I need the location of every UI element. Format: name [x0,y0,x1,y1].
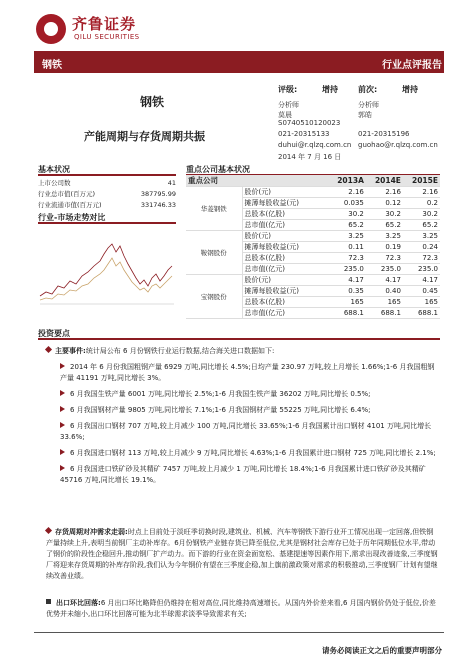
judgement-paragraph [46,527,440,582]
judgement-label: 存货周期对冲需求走弱: [55,528,128,536]
stat-text: 2014 年 6 月份我国粗钢产量 6929 万吨,同比增长 4.5%;日均产量 230.97 万吨,较上月增长 1.66%;1-6 月我国粗钢产量 41191 万吨,同比增长 3%。 [60,363,435,382]
main-event-text: 统计局公布 6 月份钢铁行业运行数据,结合海关进口数据如下: [85,347,275,355]
metric-value: 4.17 [403,275,440,286]
logo-english: QILU SECURITIES [74,33,140,41]
analyst-name: 莫晨 [278,111,292,119]
export-label: 出口环比回落: [56,599,101,607]
metric-value: 72.3 [328,253,366,264]
metric-value: 165 [328,297,366,308]
main-event [46,346,438,357]
analyst-phone: 021-20315133 [278,130,330,138]
stat-item [60,405,440,416]
metric-value: 235.0 [328,264,366,275]
companies-body [186,187,440,319]
metric-value: 0.45 [403,286,440,297]
metric-value: 688.1 [328,308,366,319]
header-cell: 2015E [403,175,440,187]
metric-label: 摊薄每股收益(元) [242,198,328,209]
stats-list [60,362,440,491]
arrow-bullet-icon [60,422,65,428]
metric-value: 165 [366,297,403,308]
metric-value: 65.2 [328,220,366,231]
metric-value: 72.3 [403,253,440,264]
metric-label: 摊薄每股收益(元) [242,242,328,253]
arrow-bullet-icon [60,465,65,471]
prev-rating-value: 增持 [402,85,418,94]
table-row [186,187,440,198]
bullet-icon [45,527,52,534]
metric-value: 235.0 [403,264,440,275]
report-date: 2014 年 7 月 16 日 [278,153,342,161]
metric-value: 3.25 [403,231,440,242]
company-name: 鞍钢股份 [186,231,242,275]
stat-text: 6 月我国出口钢材 707 万吨,较上月减少 100 万吨,同比增长 33.65%;1-6 月我国累计出口钢材 4101 万吨,同比增长 33.6%; [60,422,432,441]
analyst-role: 分析师 [358,101,379,109]
header-cell: 2014E [366,175,403,187]
metric-value: 0.035 [328,198,366,209]
basic-value: 41 [167,178,176,187]
metric-label: 总股本(亿股) [242,209,328,220]
report-title: 产能周期与存货周期共振 [84,130,205,143]
metric-value: 4.17 [366,275,403,286]
table-row [186,275,440,286]
table-header-row [186,175,440,187]
companies-title: 重点公司基本状况 [186,165,250,174]
stat-item [60,389,440,400]
metric-value: 4.17 [328,275,366,286]
table-row [186,231,440,242]
metric-value: 3.25 [328,231,366,242]
analyst-email[interactable]: guohao@r.qlzq.com.cn [358,141,438,149]
basic-label: 行业流通市值(百万元) [38,201,102,209]
stat-item [60,464,440,486]
bullet-icon [45,346,52,353]
header-cell [242,175,328,187]
basic-value: 387795.99 [140,189,176,198]
arrow-bullet-icon [60,449,65,455]
metric-label: 总市值(亿元) [242,264,328,275]
export-paragraph [46,598,440,620]
arrow-bullet-icon [60,363,65,369]
divider [38,338,440,340]
footer-divider [34,632,444,633]
metric-value: 0.24 [403,242,440,253]
arrow-bullet-icon [60,406,65,412]
rating-value: 增持 [322,85,338,94]
metric-value: 0.2 [403,198,440,209]
stat-item [60,362,440,384]
metric-label: 总市值(亿元) [242,220,328,231]
analyst-email[interactable]: duhui@r.qlzq.com.cn [278,141,352,149]
trend-series-industry [40,244,172,296]
metric-label: 总股本(亿股) [242,253,328,264]
metric-value: 0.40 [366,286,403,297]
companies-table [186,175,440,319]
basic-value: 331746.33 [140,200,176,209]
industry-name: 钢铁 [140,95,165,109]
basic-title: 基本状况 [38,165,70,174]
metric-label: 股价(元) [242,231,328,242]
trend-chart [38,226,176,318]
metric-value: 30.2 [328,209,366,220]
metric-label: 总市值(亿元) [242,308,328,319]
export-text: 6 月出口环比略降但仍维持在相对高位,同比维持高速增长。从国内外价差来看,6 月国内钢价仍处于低位,价差优势并未缩小,出口环比回落可能为北半球需求淡季导致需求有关; [46,599,436,618]
metric-value: 0.11 [328,242,366,253]
metric-value: 2.16 [403,187,440,198]
rating-label: 评级: [278,85,298,94]
banner-report-type: 行业点评报告 [382,60,442,71]
header-cell: 2013A [328,175,366,187]
judgement-text: 时点上目前处于淡旺季切换时段,建筑业、机械、汽车等钢铁下游行业开工情况出现一定回落,但铁钢产量持续上升,表明当前钢厂主动补库存。6月份钢铁产业链存货已降至低位,尤其是钢材社会库存已处于历年同期低位水平,带动了钢价的阶段性企稳回升,推动钢厂扩产动力。而下游的行业在资金面宽松、基建提速等因素作用下,需求出现改善迹象,三季度钢厂将迎来存货周期的补库存阶段,我们认为今年钢价有望在三季度企稳,加上旗前激政策对需求的积极推动,三季度钢厂计划有望继续改善业绩。 [46,528,438,580]
metric-value: 0.19 [366,242,403,253]
metric-value: 3.25 [366,231,403,242]
metric-value: 30.2 [366,209,403,220]
metric-value: 688.1 [366,308,403,319]
basic-label: 上市公司数 [38,179,71,187]
analyst-name: 郭皓 [358,111,372,119]
main-event-label: 主要事件: [55,347,86,355]
metric-label: 股价(元) [242,187,328,198]
company-name: 华菱钢铁 [186,187,242,231]
stat-item [60,421,440,443]
divider [38,174,176,176]
metric-value: 0.35 [328,286,366,297]
metric-label: 总股本(亿股) [242,297,328,308]
stat-item [60,448,440,459]
trend-series-market [40,258,172,300]
basic-table [38,177,176,210]
table-row [38,188,176,199]
trend-title: 行业-市场走势对比 [38,213,106,222]
stat-text: 6 月我国生铁产量 6001 万吨,同比增长 2.5%;1-6 月我国生铁产量 36202 万吨,同比增长 0.5%; [70,390,371,398]
arrow-bullet-icon [60,390,65,396]
metric-value: 0.12 [366,198,403,209]
analyst-cert: S0740510120023 [278,119,341,127]
stat-text: 6 月我国进口铁矿砂及其精矿 7457 万吨,较上月减少 1 万吨,同比增长 18.4%;1-6 月我国累计进口铁矿砂及其精矿 45716 万吨,同比增长 19.1%。 [60,465,426,484]
metric-label: 摊薄每股收益(元) [242,286,328,297]
metric-value: 2.16 [328,187,366,198]
analyst-role: 分析师 [278,101,299,109]
company-name: 宝钢股份 [186,275,242,319]
metric-value: 165 [403,297,440,308]
metric-value: 65.2 [403,220,440,231]
metric-value: 235.0 [366,264,403,275]
banner-industry: 钢铁 [42,60,62,71]
stat-text: 6 月我国钢材产量 9805 万吨,同比增长 7.1%;1-6 月我国钢材产量 55225 万吨,同比增长 6.4%; [70,406,371,414]
metric-label: 股价(元) [242,275,328,286]
prev-rating-label: 前次: [358,85,378,94]
metric-value: 688.1 [403,308,440,319]
divider [38,222,176,224]
header-cell: 重点公司 [186,175,242,187]
bullet-icon [46,599,51,604]
metric-value: 30.2 [403,209,440,220]
points-title: 投资要点 [38,329,70,338]
metric-value: 65.2 [366,220,403,231]
logo-icon [36,14,66,44]
table-row [38,177,176,188]
table-row [38,199,176,210]
logo-text: 齐鲁证券 [72,15,137,33]
stat-text: 6 月我国进口钢材 113 万吨,较上月减少 9 万吨,同比增长 4.63%;1-6 月我国累计进口钢材 725 万吨,同比增长 2.1%; [70,449,436,457]
metric-value: 72.3 [366,253,403,264]
basic-label: 行业总市值(百万元) [38,190,96,198]
metric-value: 2.16 [366,187,403,198]
footer-note: 请务必阅读正文之后的重要声明部分 [322,646,442,655]
analyst-phone: 021-20315196 [358,130,410,138]
